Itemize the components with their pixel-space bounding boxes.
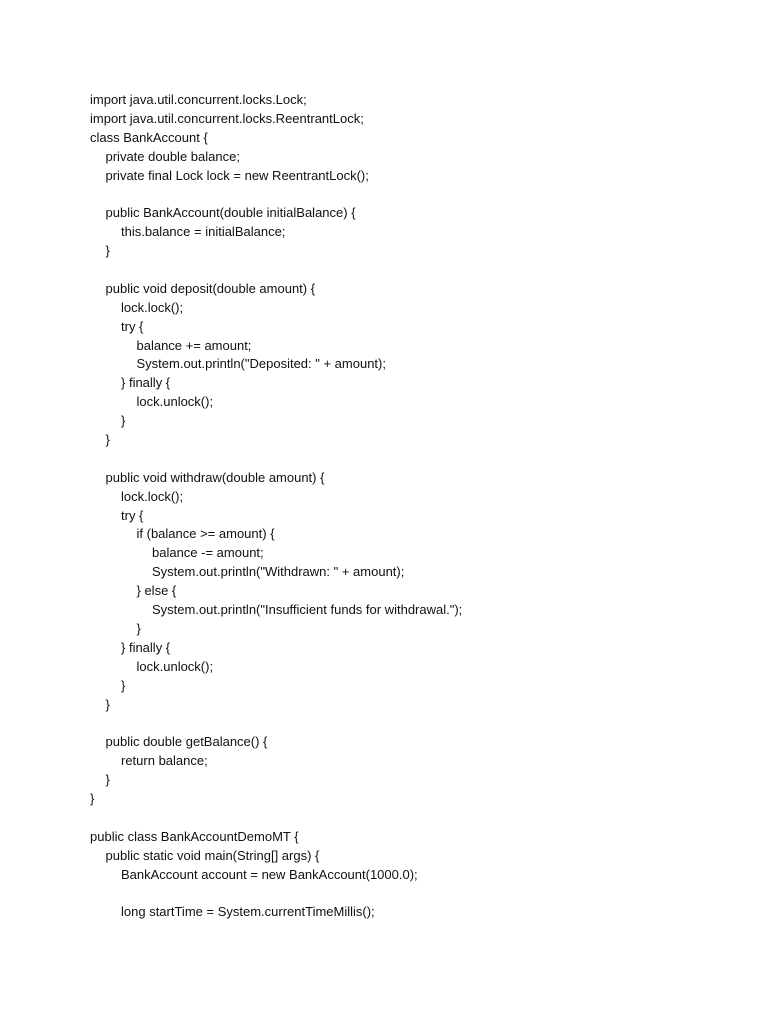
code-line: } xyxy=(105,696,110,712)
code-line: long startTime = System.currentTimeMillis(); xyxy=(121,904,375,920)
code-line: public class BankAccountDemoMT { xyxy=(90,828,299,844)
code-line: lock.unlock(); xyxy=(136,394,214,410)
code-line: } xyxy=(105,432,110,448)
code-line: } xyxy=(121,413,126,429)
code-line: public double getBalance() { xyxy=(105,734,268,750)
code-line: lock.lock(); xyxy=(121,299,184,315)
code-line: private double balance; xyxy=(105,148,240,164)
code-line: balance -= amount; xyxy=(152,545,264,561)
code-line: } xyxy=(105,772,110,788)
blank-line xyxy=(90,185,462,204)
code-listing xyxy=(90,91,462,922)
code-line: } xyxy=(105,243,110,259)
blank-line xyxy=(90,884,462,903)
code-line: } xyxy=(90,790,95,806)
code-line: public static void main(String[] args) { xyxy=(105,847,320,863)
blank-line xyxy=(90,809,462,828)
code-line: return balance; xyxy=(121,753,208,769)
code-line: balance += amount; xyxy=(136,337,252,353)
code-line: import java.util.concurrent.locks.ReentrantLock; xyxy=(90,110,364,126)
code-line: this.balance = initialBalance; xyxy=(121,224,286,240)
code-line: } finally { xyxy=(121,375,171,391)
code-line: public void withdraw(double amount) { xyxy=(105,469,325,485)
code-line: System.out.println("Insufficient funds for withdrawal."); xyxy=(152,602,463,618)
code-line: } xyxy=(136,620,141,636)
code-line: BankAccount account = new BankAccount(1000.0); xyxy=(121,866,418,882)
blank-line xyxy=(90,261,462,280)
blank-line xyxy=(90,714,462,733)
code-line: lock.lock(); xyxy=(121,488,184,504)
blank-line xyxy=(90,450,462,469)
code-line: System.out.println("Withdrawn: " + amount); xyxy=(152,564,405,580)
code-line: private final Lock lock = new ReentrantLock(); xyxy=(105,167,369,183)
code-line: lock.unlock(); xyxy=(136,658,214,674)
code-line: public void deposit(double amount) { xyxy=(105,280,316,296)
code-line: try { xyxy=(121,507,144,523)
code-line: try { xyxy=(121,318,144,334)
code-line: System.out.println("Deposited: " + amount); xyxy=(136,356,386,372)
code-line: class BankAccount { xyxy=(90,129,208,145)
code-line: } else { xyxy=(136,583,177,599)
code-line: } finally { xyxy=(121,639,171,655)
code-line: if (balance >= amount) { xyxy=(136,526,275,542)
code-line: public BankAccount(double initialBalance) { xyxy=(105,205,356,221)
code-line: import java.util.concurrent.locks.Lock; xyxy=(90,92,307,107)
code-line: } xyxy=(121,677,126,693)
